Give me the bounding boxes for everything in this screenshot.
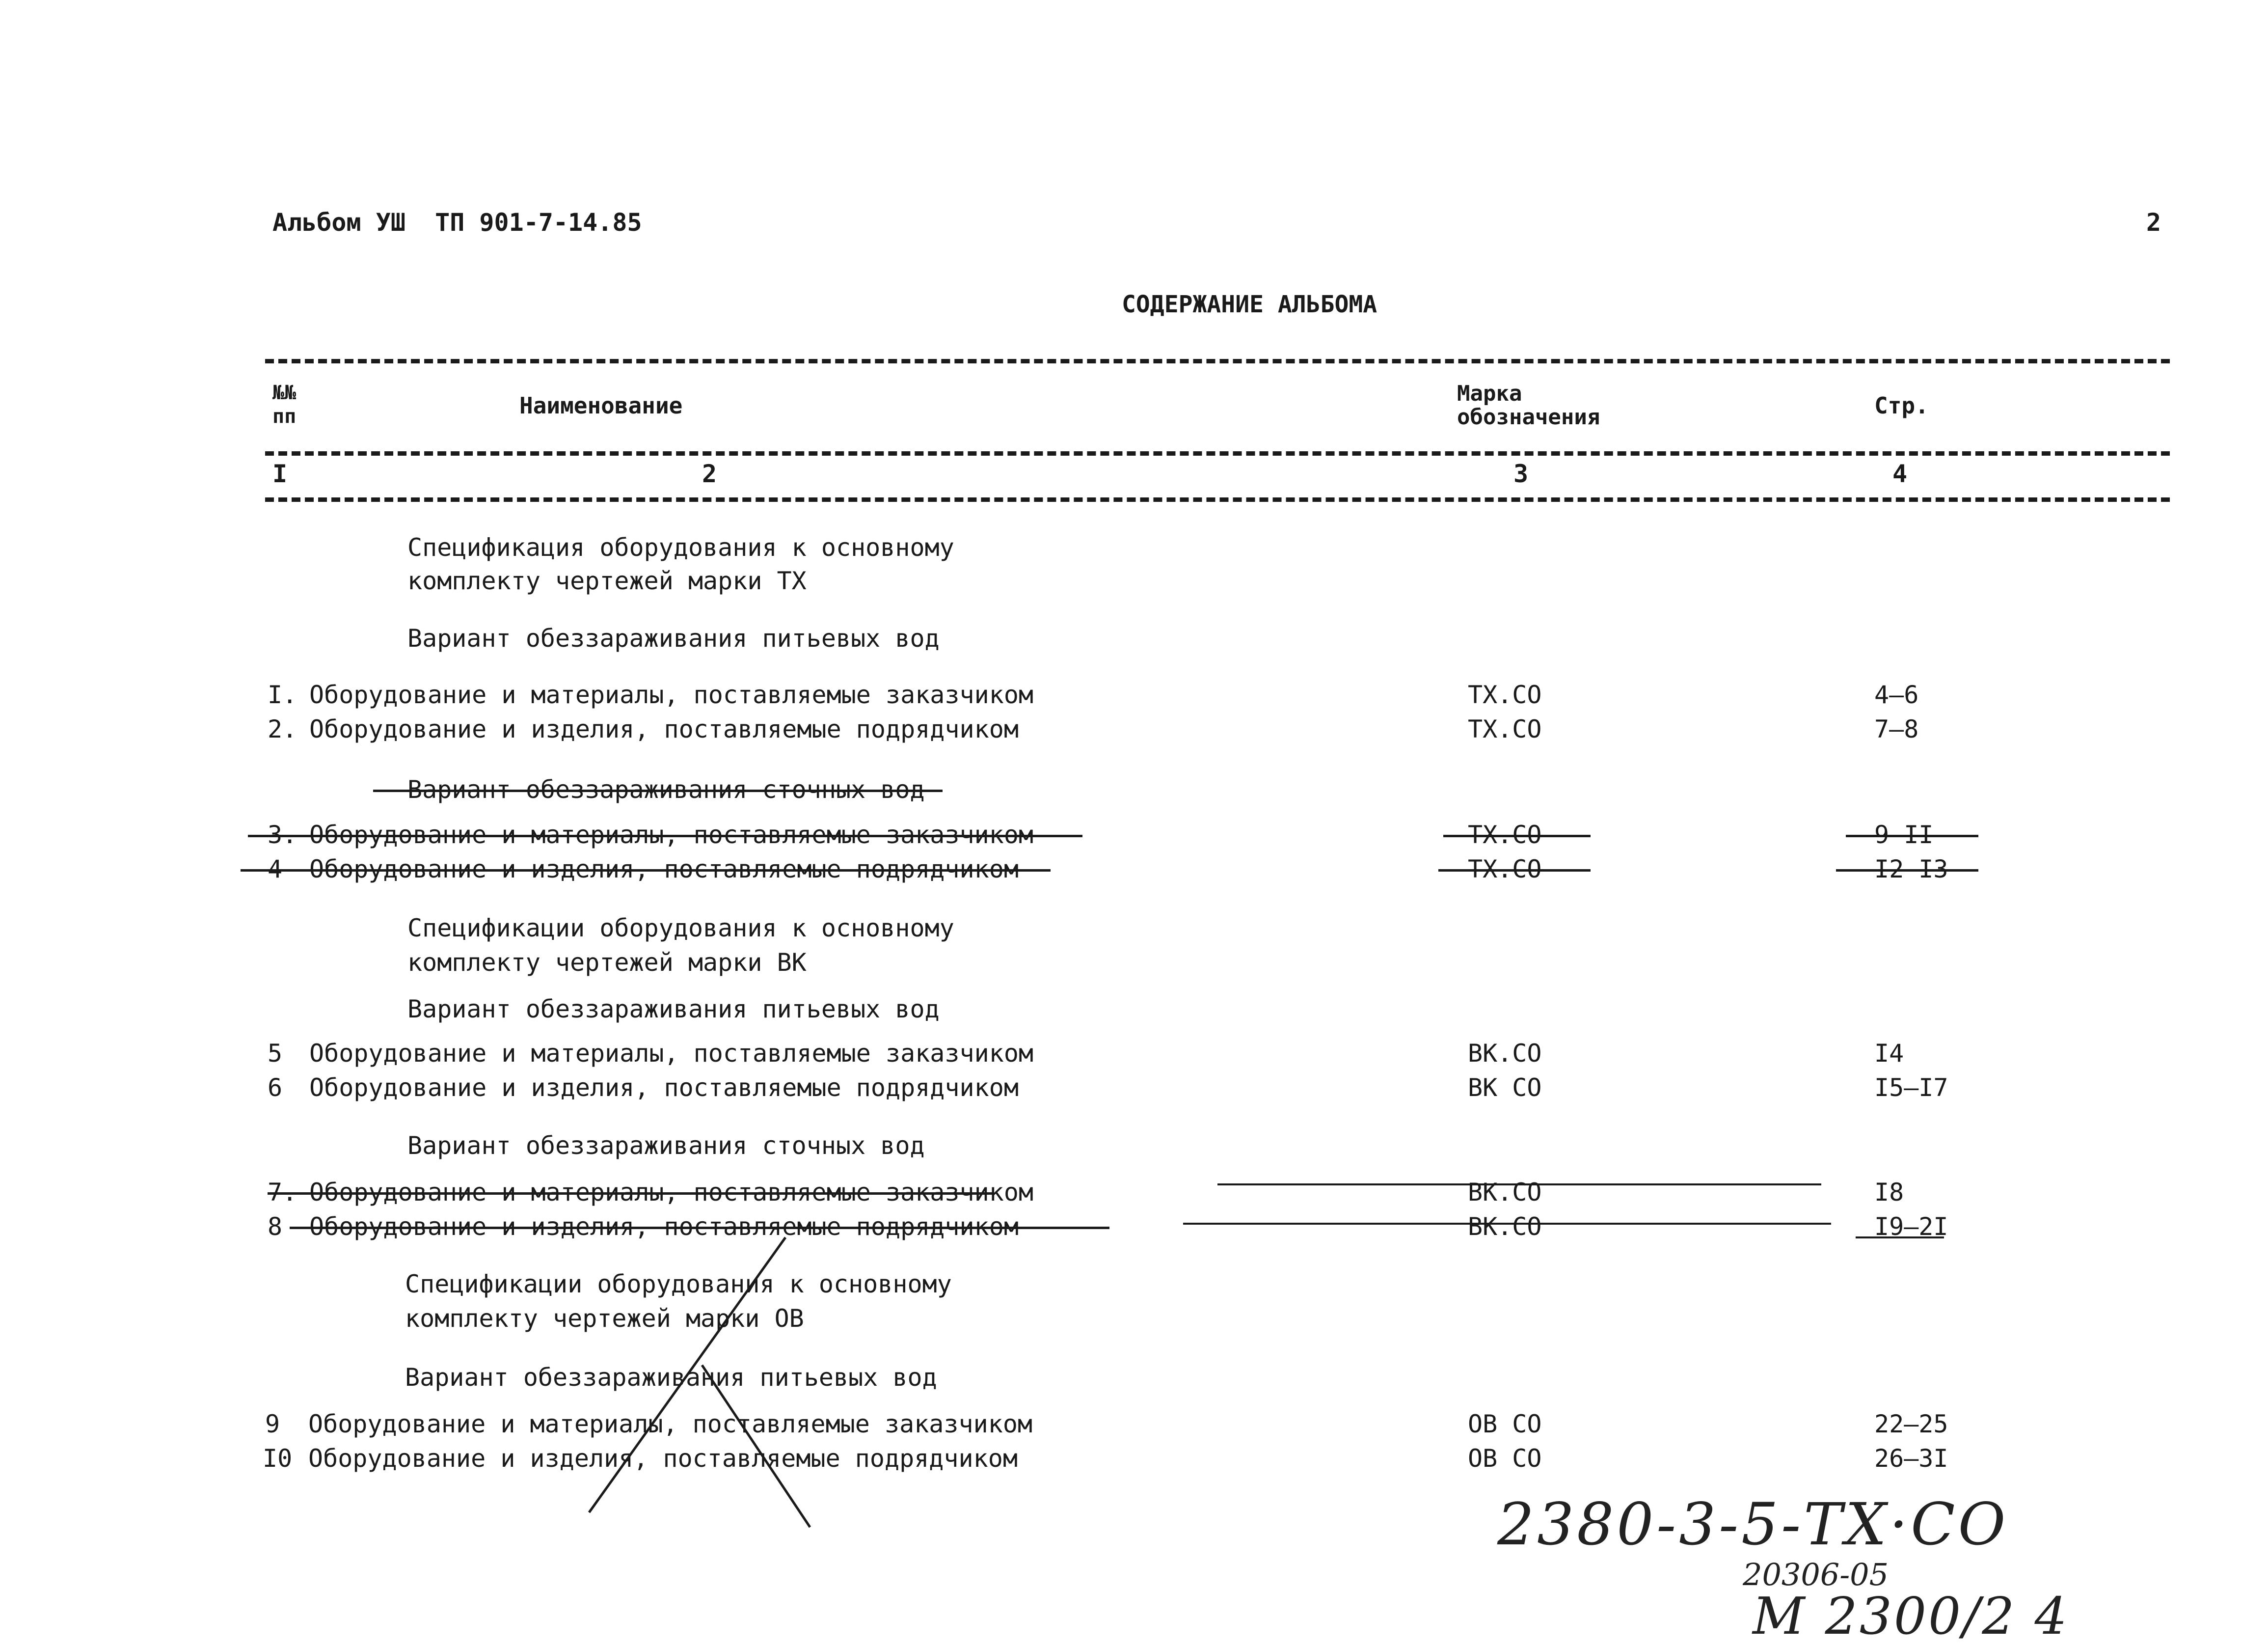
row-name: Оборудование и материалы, поставляемые заказчиком	[308, 1410, 1033, 1438]
row-pages: I4	[1874, 1039, 1904, 1068]
row-pages-struck: I2–I3	[1874, 855, 1948, 883]
row-number: 9	[265, 1410, 280, 1438]
handwritten-note: М 2300/2 4	[1753, 1586, 2069, 1646]
row-mark-struck: ВК.СО	[1468, 1178, 1542, 1207]
row-mark-struck: ТХ.СО	[1468, 855, 1542, 883]
row-mark-struck: ТХ.СО	[1468, 821, 1542, 849]
variant-title: Вариант обеззараживания питьевых вод	[405, 1363, 937, 1392]
row-name: Оборудование и изделия, поставляемые подрядчиком	[308, 1444, 1018, 1473]
header-rule-middle	[265, 451, 2170, 456]
col-name-header: Наименование	[519, 392, 683, 419]
row-name-struck: Оборудование и материалы, поставляемые заказчиком	[309, 821, 1034, 849]
section-heading: комплекту чертежей марки ВК	[407, 948, 807, 977]
col-num-header-line2: пп	[272, 405, 297, 428]
row-mark: ВК СО	[1468, 1073, 1542, 1102]
row-pages: 7–8	[1874, 715, 1919, 743]
row-pages-struck: 9–II	[1874, 821, 1934, 849]
section-heading: Спецификации оборудования к основному	[407, 914, 954, 942]
row-number: 6	[268, 1073, 283, 1102]
row-mark: ТХ.СО	[1468, 681, 1542, 709]
row-number-struck: 3.	[268, 821, 297, 849]
row-name: Оборудование и материалы, поставляемые заказчиком	[309, 1039, 1034, 1068]
row-name-struck: Оборудование и материалы, поставляемые заказчиком	[309, 1178, 1034, 1207]
row-name: Оборудование и изделия, поставляемые подрядчиком	[309, 1073, 1019, 1102]
strike-line	[1217, 1183, 1821, 1185]
row-number-struck: 8	[268, 1212, 283, 1241]
section-heading: комплекту чертежей марки ОВ	[405, 1304, 804, 1333]
variant-title: Вариант обеззараживания сточных вод	[407, 1131, 925, 1160]
strike-line	[1846, 835, 1978, 837]
col-num-header-line1: №№	[272, 382, 297, 404]
strike-line	[1438, 869, 1591, 872]
page-number: 2	[2146, 208, 2161, 237]
strike-line	[1836, 869, 1978, 872]
col-number-3: 3	[1513, 460, 1529, 488]
variant-title-struck: Вариант обеззараживания сточных вод	[407, 775, 925, 804]
col-number-2: 2	[702, 460, 717, 488]
strike-line	[1183, 1223, 1831, 1225]
handwritten-inventory-number: 20306-05	[1743, 1557, 1889, 1592]
strike-line	[268, 1192, 994, 1195]
col-mark-header-line1: Марка	[1457, 381, 1522, 406]
row-number: I0	[263, 1444, 293, 1473]
col-number-4: 4	[1892, 460, 1908, 488]
row-name-struck: Оборудование и изделия, поставляемые подрядчиком	[309, 855, 1019, 883]
strike-line	[373, 790, 943, 792]
col-page-header: Стр.	[1874, 392, 1929, 419]
row-mark: ОВ СО	[1468, 1444, 1542, 1473]
header-rule-top	[265, 359, 2170, 363]
section-heading: Спецификации оборудования к основному	[405, 1270, 952, 1298]
album-code: Альбом УШ ТП 901-7-14.85	[272, 208, 642, 237]
row-number: 2.	[268, 715, 297, 743]
row-name: Оборудование и изделия, поставляемые подрядчиком	[309, 715, 1019, 743]
page-title: СОДЕРЖАНИЕ АЛЬБОМА	[1122, 291, 1377, 318]
row-number: I.	[268, 681, 297, 709]
row-mark-struck: ВК.СО	[1468, 1212, 1542, 1241]
row-name: Оборудование и материалы, поставляемые заказчиком	[309, 681, 1034, 709]
variant-title: Вариант обеззараживания питьевых вод	[407, 624, 940, 653]
row-pages: 26–3I	[1874, 1444, 1948, 1473]
strike-line	[1856, 1236, 1944, 1238]
row-mark: ВК.СО	[1468, 1039, 1542, 1068]
row-pages-struck: I8	[1874, 1178, 1904, 1207]
row-pages-struck: I9–2I	[1874, 1212, 1948, 1241]
row-number: 5	[268, 1039, 283, 1068]
col-mark-header-line2: обозначения	[1457, 405, 1600, 430]
section-heading: комплекту чертежей марки ТХ	[407, 567, 807, 595]
row-mark: ТХ.СО	[1468, 715, 1542, 743]
row-number-struck: 7.	[268, 1178, 297, 1207]
section-heading: Спецификация оборудования к основному	[407, 533, 954, 562]
row-mark: ОВ СО	[1468, 1410, 1542, 1438]
row-name-struck: Оборудование и изделия, поставляемые подрядчиком	[309, 1212, 1019, 1241]
strike-line	[1443, 835, 1591, 837]
col-number-1: I	[272, 460, 288, 488]
row-pages: 22–25	[1874, 1410, 1948, 1438]
row-number-struck: 4	[268, 855, 283, 883]
strike-line	[241, 869, 1051, 872]
header-rule-bottom	[265, 497, 2170, 502]
row-pages: 4–6	[1874, 681, 1919, 709]
cross-out-mark	[579, 1218, 835, 1532]
variant-title: Вариант обеззараживания питьевых вод	[407, 995, 940, 1023]
row-pages: I5–I7	[1874, 1073, 1948, 1102]
handwritten-doc-code: 2380-3-5-ТХ·СО	[1497, 1490, 2009, 1558]
strike-line	[248, 835, 1082, 837]
